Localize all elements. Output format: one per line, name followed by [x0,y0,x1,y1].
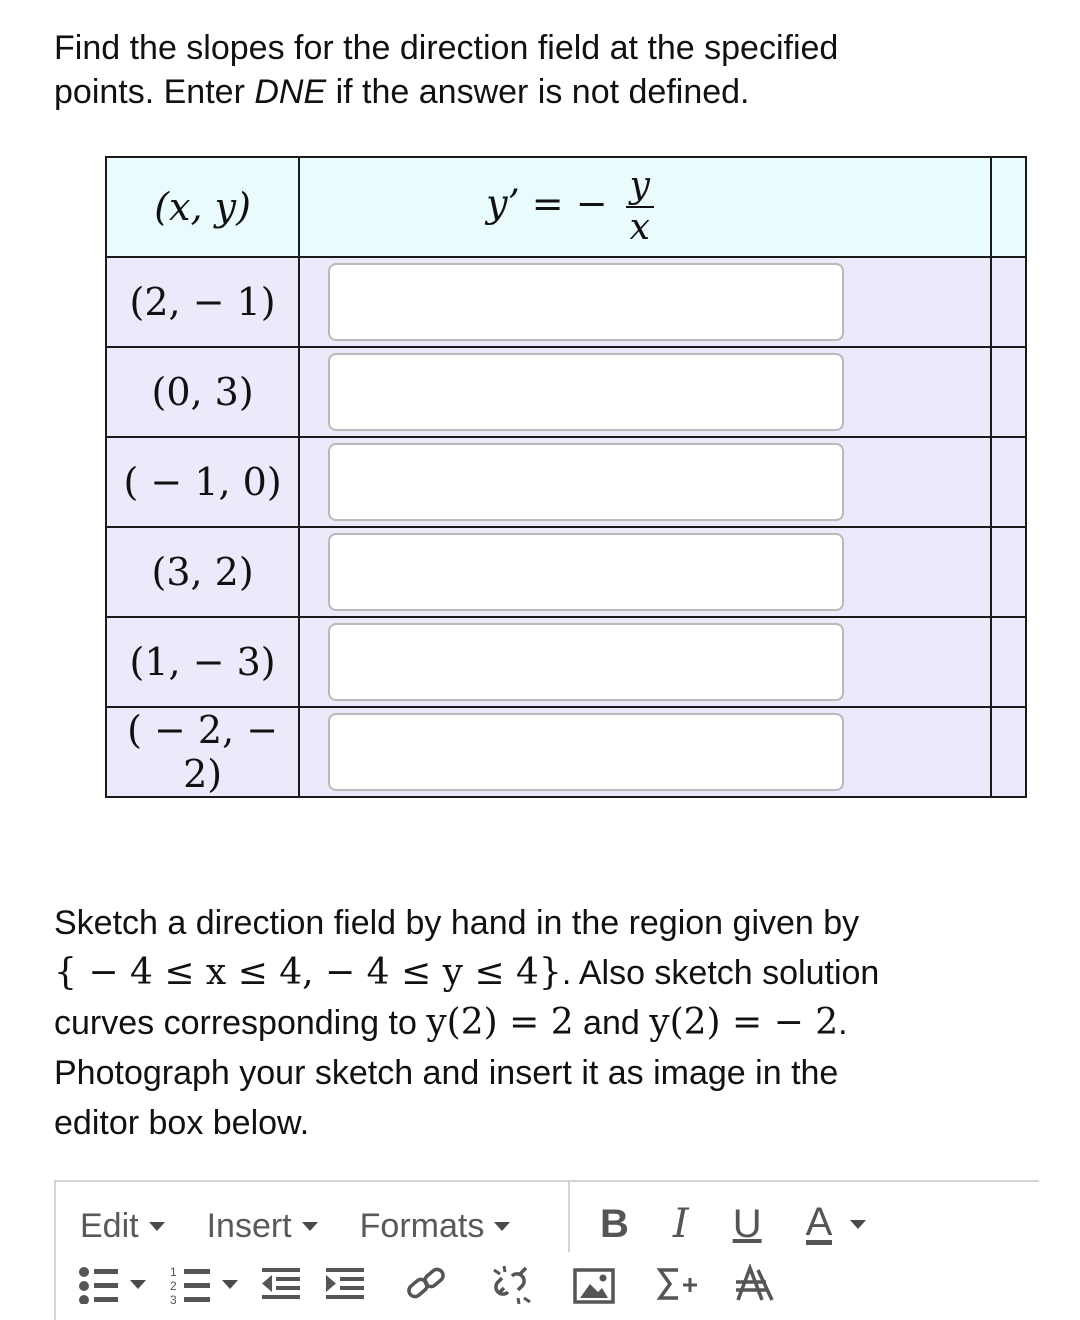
outdent-icon [260,1264,302,1304]
sketch-line3-pre: curves corresponding to [54,1004,427,1042]
sketch-line3-mid: and [573,1004,650,1042]
formula-fraction [626,166,654,248]
status-cell [991,707,1026,797]
chevron-down-icon [302,1222,318,1231]
chevron-down-icon [850,1220,866,1229]
editor-menubar [80,1200,552,1252]
sketch-line1: Sketch a direction field by hand in the region given by [54,904,860,942]
sketch-line3-post: . [838,1004,848,1042]
edit-menu[interactable]: Edit [80,1207,165,1246]
instructions-line2-post: if the answer is not defined. [326,73,750,111]
formula-icon [654,1264,700,1304]
status-cell [991,527,1026,617]
slope-input[interactable] [328,443,844,521]
answer-cell [299,707,991,797]
numbered-list-icon [168,1264,212,1304]
table-header-row [106,157,1026,257]
underline-button[interactable]: U [732,1202,762,1246]
font-color-letter: A [805,1199,833,1244]
unlink-icon [490,1264,534,1304]
indent-button[interactable] [324,1264,366,1304]
editor-toolbar-row2 [76,1264,798,1304]
rich-text-editor [54,1180,1039,1320]
svg-text:1: 1 [170,1265,177,1279]
header-formula [299,157,991,257]
link-icon [404,1264,448,1304]
table-row [106,707,1026,797]
chevron-down-icon [222,1280,238,1289]
editor-top-border [56,1180,1039,1182]
point-cell: ( − 2, − 2) [106,707,299,797]
instructions-line1: Find the slopes for the direction field at the specified [54,29,839,67]
status-cell [991,437,1026,527]
sketch-line4: Photograph your sketch and insert it as image in the [54,1054,839,1092]
instructions [54,26,1034,114]
bullet-list-button[interactable] [76,1264,146,1304]
header-point: (x, y) [106,157,299,257]
fraction-numerator: y [626,166,654,208]
status-cell [991,347,1026,437]
fraction-denominator: x [629,207,650,248]
insert-image-button[interactable] [572,1264,616,1304]
outdent-button[interactable] [260,1264,302,1304]
remove-link-button[interactable] [490,1264,534,1304]
toolbar-divider [568,1182,570,1252]
sketch-region: { − 4 ≤ x ≤ 4, − 4 ≤ y ≤ 4} [54,952,562,993]
bullet-list-icon [76,1264,120,1304]
insert-formula-button[interactable] [654,1264,700,1304]
insert-menu[interactable]: Insert [207,1207,318,1246]
sketch-line2-post: . Also sketch solution [561,954,880,992]
table-row [106,257,1026,347]
chevron-down-icon [494,1222,510,1231]
slope-input[interactable] [328,623,844,701]
point-cell: (3, 2) [106,527,299,617]
chevron-down-icon [130,1280,146,1289]
table-row [106,347,1026,437]
point-cell: (1, − 3) [106,617,299,707]
formula-lhs: y’ = − [486,181,608,226]
slope-input[interactable] [328,263,844,341]
special-char-icon [732,1264,776,1304]
sketch-condition-2: y(2) = − 2 [649,1002,839,1043]
svg-text:3: 3 [170,1293,177,1304]
numbered-list-button[interactable] [168,1264,238,1304]
instructions-dne: DNE [254,73,327,111]
slope-input[interactable] [328,713,844,791]
instructions-line2-pre: points. Enter [54,73,255,111]
bold-button[interactable]: B [600,1202,629,1246]
italic-button[interactable]: I [672,1201,689,1247]
point-cell: (0, 3) [106,347,299,437]
status-cell [991,257,1026,347]
point-cell: ( − 1, 0) [106,437,299,527]
answer-cell [299,437,991,527]
point-cell: (2, − 1) [106,257,299,347]
answer-cell [299,257,991,347]
formats-menu[interactable]: Formats [360,1207,511,1246]
status-cell [991,617,1026,707]
sketch-instructions [54,898,1044,1148]
slope-input[interactable] [328,533,844,611]
sketch-line5: editor box below. [54,1104,310,1142]
indent-icon [324,1264,366,1304]
format-toolbar [600,1196,866,1252]
answer-cell [299,617,991,707]
header-blank [991,157,1026,257]
insert-link-button[interactable] [404,1264,448,1304]
slopes-table [105,156,1027,798]
table-row [106,437,1026,527]
table-row [106,617,1026,707]
special-character-button[interactable] [732,1264,776,1304]
svg-text:2: 2 [170,1279,177,1293]
font-color-button[interactable] [805,1199,867,1245]
image-icon [572,1264,616,1304]
table-row [106,527,1026,617]
chevron-down-icon [149,1222,165,1231]
sketch-condition-1: y(2) = 2 [426,1002,574,1043]
answer-cell [299,527,991,617]
answer-cell [299,347,991,437]
slope-input[interactable] [328,353,844,431]
